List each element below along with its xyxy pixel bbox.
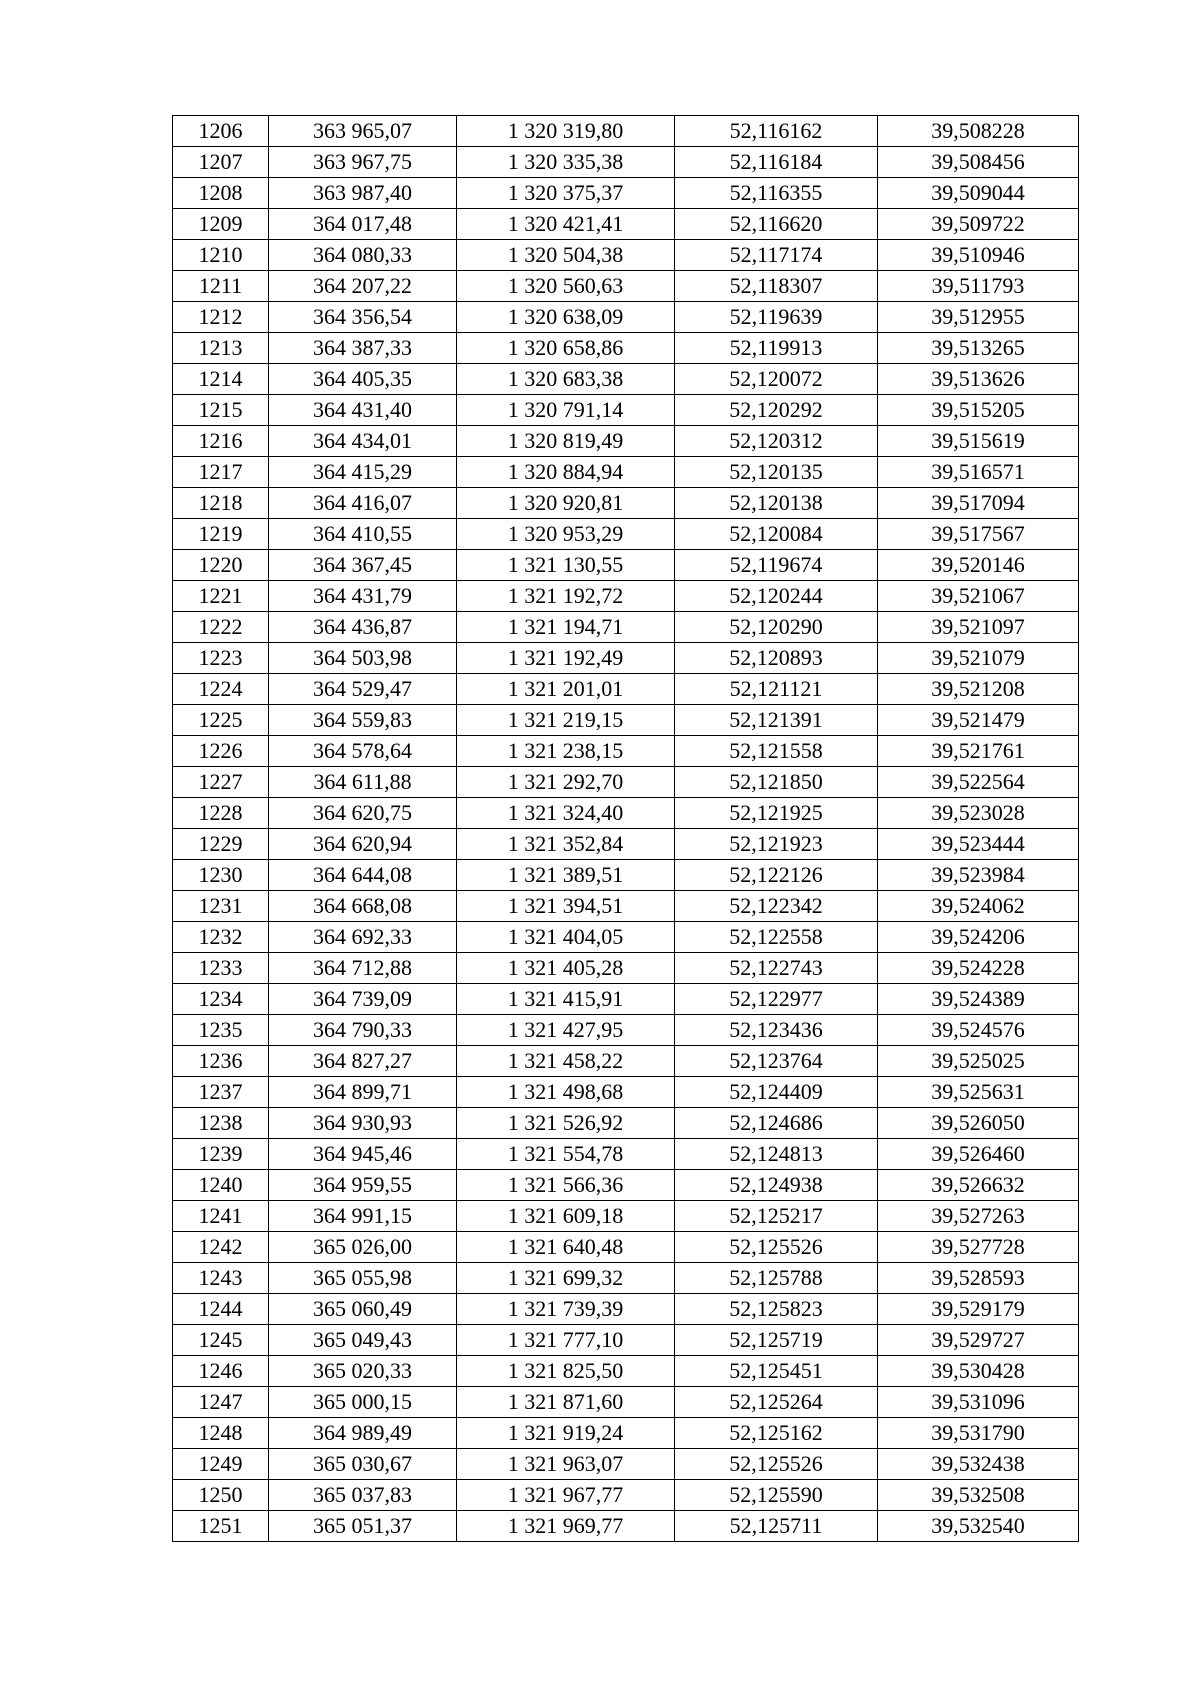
x-coordinate-cell: 365 037,83 [269,1480,457,1511]
y-coordinate-cell: 1 321 324,40 [457,798,675,829]
longitude-cell: 39,517567 [878,519,1079,550]
longitude-cell: 39,521761 [878,736,1079,767]
x-coordinate-cell: 364 790,33 [269,1015,457,1046]
y-coordinate-cell: 1 321 963,07 [457,1449,675,1480]
longitude-cell: 39,532438 [878,1449,1079,1480]
point-number-cell: 1235 [173,1015,269,1046]
x-coordinate-cell: 364 668,08 [269,891,457,922]
point-number-cell: 1251 [173,1511,269,1542]
table-row [173,1263,1079,1294]
point-number-cell: 1229 [173,829,269,860]
latitude-cell: 52,118307 [675,271,878,302]
longitude-cell: 39,523984 [878,860,1079,891]
point-number-cell: 1220 [173,550,269,581]
x-coordinate-cell: 364 410,55 [269,519,457,550]
y-coordinate-cell: 1 321 739,39 [457,1294,675,1325]
longitude-cell: 39,521067 [878,581,1079,612]
latitude-cell: 52,125217 [675,1201,878,1232]
x-coordinate-cell: 364 989,49 [269,1418,457,1449]
latitude-cell: 52,125719 [675,1325,878,1356]
latitude-cell: 52,117174 [675,240,878,271]
y-coordinate-cell: 1 320 819,49 [457,426,675,457]
latitude-cell: 52,120138 [675,488,878,519]
x-coordinate-cell: 364 611,88 [269,767,457,798]
longitude-cell: 39,526632 [878,1170,1079,1201]
y-coordinate-cell: 1 320 920,81 [457,488,675,519]
y-coordinate-cell: 1 321 130,55 [457,550,675,581]
table-row [173,829,1079,860]
table-row [173,1232,1079,1263]
longitude-cell: 39,527728 [878,1232,1079,1263]
latitude-cell: 52,120135 [675,457,878,488]
longitude-cell: 39,516571 [878,457,1079,488]
x-coordinate-cell: 364 578,64 [269,736,457,767]
point-number-cell: 1207 [173,147,269,178]
longitude-cell: 39,508228 [878,116,1079,147]
longitude-cell: 39,524228 [878,953,1079,984]
x-coordinate-cell: 364 930,93 [269,1108,457,1139]
y-coordinate-cell: 1 320 335,38 [457,147,675,178]
point-number-cell: 1245 [173,1325,269,1356]
x-coordinate-cell: 365 030,67 [269,1449,457,1480]
point-number-cell: 1221 [173,581,269,612]
longitude-cell: 39,529727 [878,1325,1079,1356]
point-number-cell: 1250 [173,1480,269,1511]
point-number-cell: 1222 [173,612,269,643]
point-number-cell: 1230 [173,860,269,891]
y-coordinate-cell: 1 321 458,22 [457,1046,675,1077]
longitude-cell: 39,529179 [878,1294,1079,1325]
y-coordinate-cell: 1 321 427,95 [457,1015,675,1046]
point-number-cell: 1243 [173,1263,269,1294]
longitude-cell: 39,531790 [878,1418,1079,1449]
point-number-cell: 1239 [173,1139,269,1170]
point-number-cell: 1244 [173,1294,269,1325]
x-coordinate-cell: 364 387,33 [269,333,457,364]
table-row [173,860,1079,891]
latitude-cell: 52,120312 [675,426,878,457]
x-coordinate-cell: 364 991,15 [269,1201,457,1232]
table-row [173,1356,1079,1387]
latitude-cell: 52,120292 [675,395,878,426]
latitude-cell: 52,120893 [675,643,878,674]
table-row [173,1015,1079,1046]
latitude-cell: 52,121558 [675,736,878,767]
y-coordinate-cell: 1 320 791,14 [457,395,675,426]
y-coordinate-cell: 1 320 683,38 [457,364,675,395]
point-number-cell: 1228 [173,798,269,829]
x-coordinate-cell: 364 503,98 [269,643,457,674]
table-row [173,1449,1079,1480]
point-number-cell: 1213 [173,333,269,364]
longitude-cell: 39,532508 [878,1480,1079,1511]
point-number-cell: 1209 [173,209,269,240]
longitude-cell: 39,515619 [878,426,1079,457]
table-row [173,1077,1079,1108]
table-row [173,767,1079,798]
x-coordinate-cell: 364 367,45 [269,550,457,581]
y-coordinate-cell: 1 321 201,01 [457,674,675,705]
latitude-cell: 52,122743 [675,953,878,984]
y-coordinate-cell: 1 321 969,77 [457,1511,675,1542]
x-coordinate-cell: 365 000,15 [269,1387,457,1418]
latitude-cell: 52,119639 [675,302,878,333]
x-coordinate-cell: 364 559,83 [269,705,457,736]
x-coordinate-cell: 364 827,27 [269,1046,457,1077]
x-coordinate-cell: 364 436,87 [269,612,457,643]
point-number-cell: 1233 [173,953,269,984]
table-row [173,426,1079,457]
table-row [173,457,1079,488]
y-coordinate-cell: 1 320 421,41 [457,209,675,240]
table-row [173,147,1079,178]
longitude-cell: 39,508456 [878,147,1079,178]
longitude-cell: 39,527263 [878,1201,1079,1232]
x-coordinate-cell: 364 644,08 [269,860,457,891]
latitude-cell: 52,121391 [675,705,878,736]
longitude-cell: 39,530428 [878,1356,1079,1387]
table-row [173,1387,1079,1418]
point-number-cell: 1217 [173,457,269,488]
table-row [173,1511,1079,1542]
longitude-cell: 39,525025 [878,1046,1079,1077]
table-row [173,643,1079,674]
latitude-cell: 52,120244 [675,581,878,612]
longitude-cell: 39,521208 [878,674,1079,705]
point-number-cell: 1206 [173,116,269,147]
table-row [173,1294,1079,1325]
point-number-cell: 1215 [173,395,269,426]
y-coordinate-cell: 1 320 658,86 [457,333,675,364]
latitude-cell: 52,116620 [675,209,878,240]
table-row [173,984,1079,1015]
table-row [173,395,1079,426]
longitude-cell: 39,531096 [878,1387,1079,1418]
x-coordinate-cell: 364 416,07 [269,488,457,519]
y-coordinate-cell: 1 321 498,68 [457,1077,675,1108]
table-row [173,922,1079,953]
point-number-cell: 1214 [173,364,269,395]
point-number-cell: 1219 [173,519,269,550]
latitude-cell: 52,125788 [675,1263,878,1294]
longitude-cell: 39,515205 [878,395,1079,426]
longitude-cell: 39,509722 [878,209,1079,240]
latitude-cell: 52,125451 [675,1356,878,1387]
point-number-cell: 1218 [173,488,269,519]
longitude-cell: 39,525631 [878,1077,1079,1108]
latitude-cell: 52,119913 [675,333,878,364]
longitude-cell: 39,511793 [878,271,1079,302]
y-coordinate-cell: 1 320 884,94 [457,457,675,488]
x-coordinate-cell: 364 080,33 [269,240,457,271]
latitude-cell: 52,125526 [675,1449,878,1480]
latitude-cell: 52,124813 [675,1139,878,1170]
latitude-cell: 52,121925 [675,798,878,829]
y-coordinate-cell: 1 320 319,80 [457,116,675,147]
latitude-cell: 52,123764 [675,1046,878,1077]
longitude-cell: 39,521479 [878,705,1079,736]
x-coordinate-cell: 365 055,98 [269,1263,457,1294]
latitude-cell: 52,120290 [675,612,878,643]
point-number-cell: 1225 [173,705,269,736]
latitude-cell: 52,125590 [675,1480,878,1511]
point-number-cell: 1241 [173,1201,269,1232]
y-coordinate-cell: 1 321 967,77 [457,1480,675,1511]
table-row [173,736,1079,767]
x-coordinate-cell: 364 712,88 [269,953,457,984]
latitude-cell: 52,122977 [675,984,878,1015]
x-coordinate-cell: 364 620,75 [269,798,457,829]
latitude-cell: 52,124938 [675,1170,878,1201]
y-coordinate-cell: 1 321 219,15 [457,705,675,736]
table-row [173,1201,1079,1232]
x-coordinate-cell: 365 020,33 [269,1356,457,1387]
x-coordinate-cell: 364 434,01 [269,426,457,457]
table-row [173,1046,1079,1077]
x-coordinate-cell: 363 965,07 [269,116,457,147]
y-coordinate-cell: 1 321 404,05 [457,922,675,953]
x-coordinate-cell: 364 405,35 [269,364,457,395]
y-coordinate-cell: 1 321 871,60 [457,1387,675,1418]
y-coordinate-cell: 1 321 394,51 [457,891,675,922]
longitude-cell: 39,524206 [878,922,1079,953]
latitude-cell: 52,124686 [675,1108,878,1139]
x-coordinate-cell: 364 529,47 [269,674,457,705]
table-row [173,953,1079,984]
latitude-cell: 52,116162 [675,116,878,147]
longitude-cell: 39,523028 [878,798,1079,829]
x-coordinate-cell: 364 692,33 [269,922,457,953]
table-row [173,1170,1079,1201]
latitude-cell: 52,124409 [675,1077,878,1108]
longitude-cell: 39,526050 [878,1108,1079,1139]
longitude-cell: 39,523444 [878,829,1079,860]
y-coordinate-cell: 1 320 638,09 [457,302,675,333]
x-coordinate-cell: 365 051,37 [269,1511,457,1542]
table-row [173,1108,1079,1139]
longitude-cell: 39,509044 [878,178,1079,209]
table-row [173,178,1079,209]
x-coordinate-cell: 364 620,94 [269,829,457,860]
latitude-cell: 52,120084 [675,519,878,550]
x-coordinate-cell: 365 026,00 [269,1232,457,1263]
longitude-cell: 39,528593 [878,1263,1079,1294]
x-coordinate-cell: 364 356,54 [269,302,457,333]
longitude-cell: 39,532540 [878,1511,1079,1542]
y-coordinate-cell: 1 321 919,24 [457,1418,675,1449]
x-coordinate-cell: 364 959,55 [269,1170,457,1201]
point-number-cell: 1248 [173,1418,269,1449]
y-coordinate-cell: 1 321 192,49 [457,643,675,674]
table-row [173,333,1079,364]
latitude-cell: 52,122342 [675,891,878,922]
table-row [173,364,1079,395]
coordinates-table [172,115,1079,1542]
point-number-cell: 1234 [173,984,269,1015]
longitude-cell: 39,520146 [878,550,1079,581]
table-row [173,1480,1079,1511]
point-number-cell: 1231 [173,891,269,922]
y-coordinate-cell: 1 321 405,28 [457,953,675,984]
point-number-cell: 1210 [173,240,269,271]
point-number-cell: 1232 [173,922,269,953]
table-row [173,519,1079,550]
latitude-cell: 52,125526 [675,1232,878,1263]
table-row [173,240,1079,271]
latitude-cell: 52,116355 [675,178,878,209]
longitude-cell: 39,522564 [878,767,1079,798]
longitude-cell: 39,526460 [878,1139,1079,1170]
x-coordinate-cell: 364 899,71 [269,1077,457,1108]
table-row [173,891,1079,922]
y-coordinate-cell: 1 321 699,32 [457,1263,675,1294]
longitude-cell: 39,521079 [878,643,1079,674]
point-number-cell: 1246 [173,1356,269,1387]
table-row [173,674,1079,705]
point-number-cell: 1249 [173,1449,269,1480]
y-coordinate-cell: 1 321 352,84 [457,829,675,860]
coordinates-table-body [173,116,1079,1542]
x-coordinate-cell: 363 967,75 [269,147,457,178]
latitude-cell: 52,121923 [675,829,878,860]
point-number-cell: 1223 [173,643,269,674]
latitude-cell: 52,125711 [675,1511,878,1542]
table-row [173,271,1079,302]
table-row [173,612,1079,643]
y-coordinate-cell: 1 321 238,15 [457,736,675,767]
table-row [173,488,1079,519]
y-coordinate-cell: 1 320 953,29 [457,519,675,550]
latitude-cell: 52,123436 [675,1015,878,1046]
table-row [173,116,1079,147]
table-row [173,1139,1079,1170]
table-row [173,705,1079,736]
latitude-cell: 52,122558 [675,922,878,953]
y-coordinate-cell: 1 321 554,78 [457,1139,675,1170]
y-coordinate-cell: 1 321 389,51 [457,860,675,891]
point-number-cell: 1224 [173,674,269,705]
latitude-cell: 52,125162 [675,1418,878,1449]
longitude-cell: 39,513626 [878,364,1079,395]
longitude-cell: 39,510946 [878,240,1079,271]
latitude-cell: 52,116184 [675,147,878,178]
x-coordinate-cell: 364 415,29 [269,457,457,488]
x-coordinate-cell: 364 431,79 [269,581,457,612]
point-number-cell: 1240 [173,1170,269,1201]
latitude-cell: 52,121121 [675,674,878,705]
table-row [173,550,1079,581]
x-coordinate-cell: 364 739,09 [269,984,457,1015]
point-number-cell: 1236 [173,1046,269,1077]
point-number-cell: 1208 [173,178,269,209]
x-coordinate-cell: 364 207,22 [269,271,457,302]
longitude-cell: 39,524062 [878,891,1079,922]
longitude-cell: 39,524389 [878,984,1079,1015]
y-coordinate-cell: 1 321 526,92 [457,1108,675,1139]
x-coordinate-cell: 363 987,40 [269,178,457,209]
x-coordinate-cell: 364 017,48 [269,209,457,240]
x-coordinate-cell: 364 431,40 [269,395,457,426]
table-row [173,798,1079,829]
table-row [173,1325,1079,1356]
point-number-cell: 1212 [173,302,269,333]
x-coordinate-cell: 365 060,49 [269,1294,457,1325]
y-coordinate-cell: 1 320 504,38 [457,240,675,271]
point-number-cell: 1216 [173,426,269,457]
y-coordinate-cell: 1 321 777,10 [457,1325,675,1356]
y-coordinate-cell: 1 321 415,91 [457,984,675,1015]
table-row [173,302,1079,333]
y-coordinate-cell: 1 320 560,63 [457,271,675,302]
latitude-cell: 52,122126 [675,860,878,891]
x-coordinate-cell: 365 049,43 [269,1325,457,1356]
latitude-cell: 52,121850 [675,767,878,798]
y-coordinate-cell: 1 321 640,48 [457,1232,675,1263]
longitude-cell: 39,512955 [878,302,1079,333]
longitude-cell: 39,521097 [878,612,1079,643]
point-number-cell: 1211 [173,271,269,302]
latitude-cell: 52,120072 [675,364,878,395]
table-row [173,1418,1079,1449]
table-row [173,581,1079,612]
y-coordinate-cell: 1 321 192,72 [457,581,675,612]
longitude-cell: 39,524576 [878,1015,1079,1046]
latitude-cell: 52,125264 [675,1387,878,1418]
y-coordinate-cell: 1 321 609,18 [457,1201,675,1232]
x-coordinate-cell: 364 945,46 [269,1139,457,1170]
y-coordinate-cell: 1 321 566,36 [457,1170,675,1201]
table-row [173,209,1079,240]
latitude-cell: 52,125823 [675,1294,878,1325]
y-coordinate-cell: 1 321 825,50 [457,1356,675,1387]
point-number-cell: 1237 [173,1077,269,1108]
point-number-cell: 1238 [173,1108,269,1139]
point-number-cell: 1242 [173,1232,269,1263]
y-coordinate-cell: 1 321 194,71 [457,612,675,643]
y-coordinate-cell: 1 320 375,37 [457,178,675,209]
latitude-cell: 52,119674 [675,550,878,581]
y-coordinate-cell: 1 321 292,70 [457,767,675,798]
longitude-cell: 39,517094 [878,488,1079,519]
point-number-cell: 1247 [173,1387,269,1418]
point-number-cell: 1226 [173,736,269,767]
longitude-cell: 39,513265 [878,333,1079,364]
point-number-cell: 1227 [173,767,269,798]
